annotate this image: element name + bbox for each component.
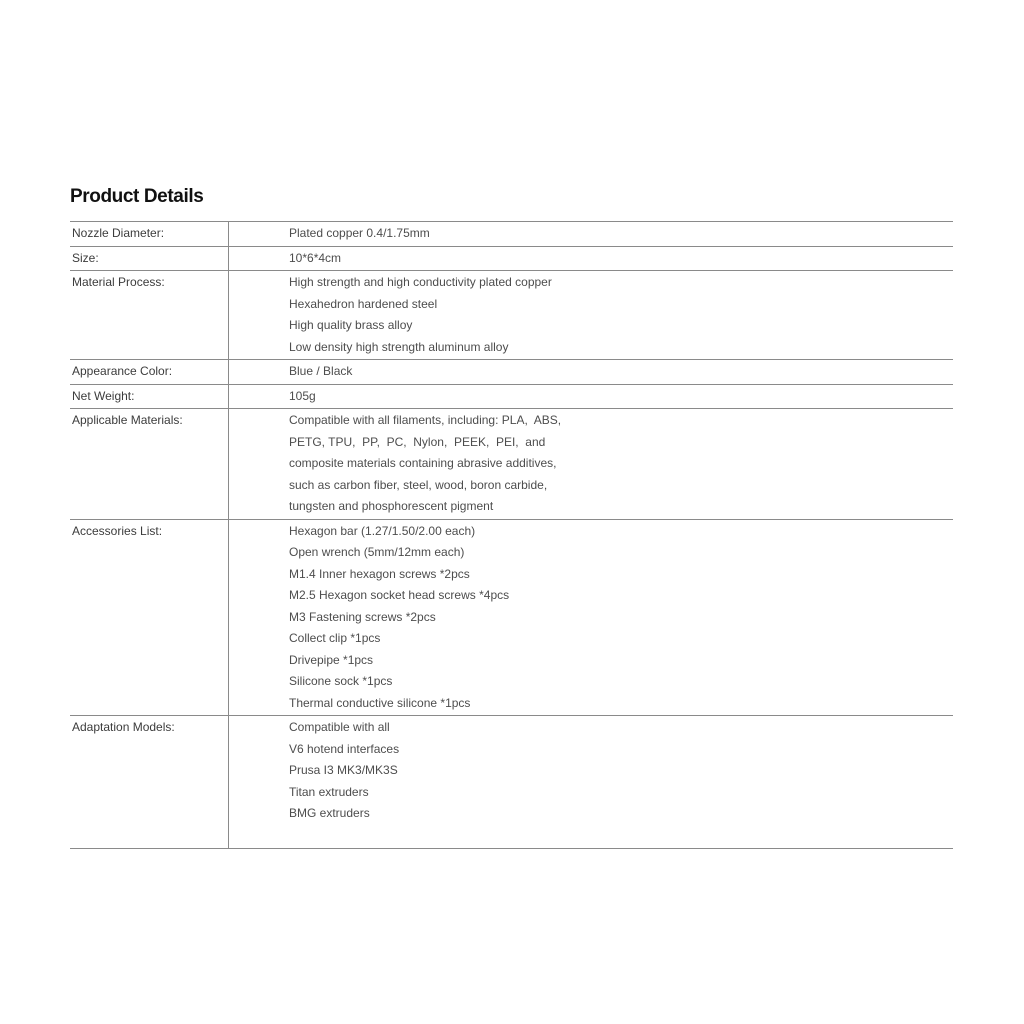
spec-value-line: 10*6*4cm — [289, 250, 342, 265]
spec-value-line: tungsten and phosphorescent pigment — [289, 499, 494, 513]
spec-value-line: Open wrench (5mm/12mm each) — [289, 545, 465, 559]
table-row — [70, 247, 953, 272]
spec-value-cell — [229, 520, 953, 716]
spec-value-line: Plated copper 0.4/1.75mm — [289, 226, 430, 240]
table-row — [70, 716, 953, 849]
spec-value-line: M2.5 Hexagon socket head screws *4pcs — [289, 588, 510, 602]
spec-value-line: Thermal conductive silicone *1pcs — [289, 695, 471, 710]
table-row — [70, 385, 953, 410]
spec-value-cell — [229, 271, 953, 359]
spec-value-cell — [229, 409, 953, 519]
spec-label: Nozzle Diameter: — [70, 222, 229, 246]
spec-value-line: Prusa I3 MK3/MK3S — [289, 763, 398, 777]
table-row — [70, 271, 953, 360]
spec-label: Adaptation Models: — [70, 716, 229, 848]
spec-value-line: Hexahedron hardened steel — [289, 296, 438, 311]
spec-value-line: M1.4 Inner hexagon screws *2pcs — [289, 566, 470, 581]
spec-value-line: Silicone sock *1pcs — [289, 674, 393, 688]
table-row — [70, 360, 953, 385]
spec-table — [70, 221, 953, 849]
spec-value-line: such as carbon fiber, steel, wood, boron carbide, — [289, 477, 548, 492]
table-row — [70, 520, 953, 717]
spec-value-line: High quality brass alloy — [289, 318, 413, 332]
spec-value-line: Low density high strength aluminum alloy — [289, 339, 509, 354]
spec-value-line: Hexagon bar (1.27/1.50/2.00 each) — [289, 523, 476, 538]
spec-value-line: Compatible with all — [289, 720, 390, 734]
spec-value-line: Blue / Black — [289, 364, 353, 378]
spec-value-cell — [229, 222, 953, 246]
spec-value-line: High strength and high conductivity plated copper — [289, 275, 552, 289]
spec-label: Size: — [70, 247, 229, 271]
spec-value-line: 105g — [289, 388, 316, 403]
spec-value-cell — [229, 360, 953, 384]
spec-value-cell — [229, 716, 953, 848]
spec-label: Applicable Materials: — [70, 409, 229, 519]
spec-label: Net Weight: — [70, 385, 229, 409]
spec-value-line: Compatible with all filaments, including: PLA, ABS, — [289, 413, 562, 427]
spec-value-line: V6 hotend interfaces — [289, 741, 400, 756]
spec-label: Appearance Color: — [70, 360, 229, 384]
spec-label: Accessories List: — [70, 520, 229, 716]
spec-value-cell — [229, 385, 953, 409]
page-title: Product Details — [70, 186, 204, 207]
spec-value-line: composite materials containing abrasive additives, — [289, 456, 557, 470]
spec-value-cell — [229, 247, 953, 271]
spec-value-line: Drivepipe *1pcs — [289, 652, 374, 667]
spec-label: Material Process: — [70, 271, 229, 359]
table-row — [70, 409, 953, 520]
spec-value-line: BMG extruders — [289, 806, 370, 820]
spec-value-line: M3 Fastening screws *2pcs — [289, 609, 436, 624]
spec-value-line: Collect clip *1pcs — [289, 631, 381, 645]
spec-value-line: PETG, TPU, PP, PC, Nylon, PEEK, PEI, and — [289, 434, 546, 449]
spec-value-line: Titan extruders — [289, 784, 369, 799]
table-row — [70, 222, 953, 247]
